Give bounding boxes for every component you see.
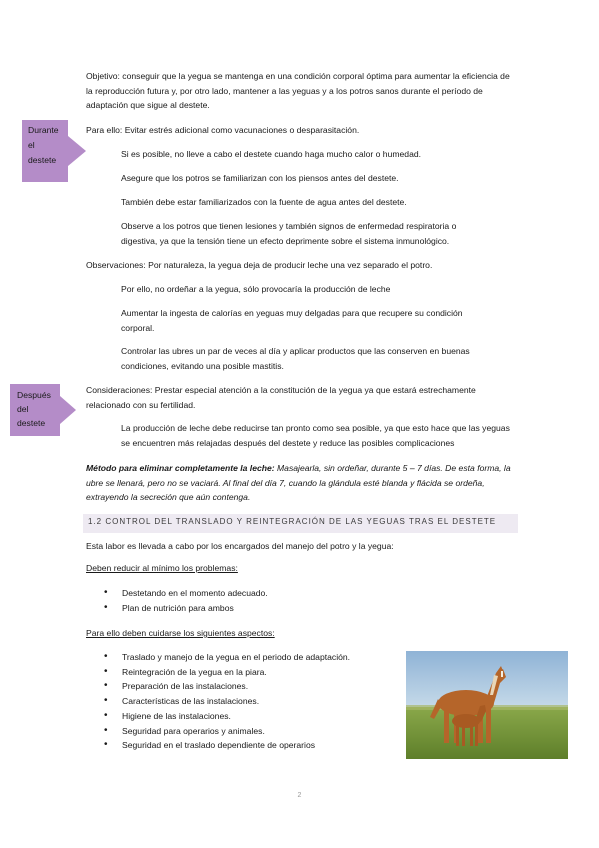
list-item: • Preparación de las instalaciones. bbox=[104, 679, 350, 694]
durante-item: Observe a los potros que tienen lesiones y también signos de enfermedad respiratoria o digestiva, ya que la tensión tiene un efecto deprimente sobre el sistema inmunológico. bbox=[121, 221, 457, 246]
section-heading: 1.2 CONTROL DEL TRANSLADO Y REINTEGRACIÓN DE LAS YEGUAS TRAS EL DESTETE bbox=[88, 517, 497, 526]
durante-item: Asegure que los potros se familiarizan con los piensos antes del destete. bbox=[121, 173, 399, 183]
horse-photo bbox=[406, 651, 568, 759]
page-number: 2 bbox=[297, 792, 302, 799]
list-item: • Destetando en el momento adecuado. bbox=[104, 586, 268, 601]
list-item: • Traslado y manejo de la yegua en el periodo de adaptación. bbox=[104, 650, 350, 665]
mare-and-foal-image bbox=[406, 651, 568, 759]
metodo-text bbox=[86, 461, 514, 505]
aspectos-title: Para ello deben cuidarse los siguientes aspectos: bbox=[86, 628, 275, 638]
section-heading-bar bbox=[83, 514, 518, 533]
list-item: • Higiene de las instalaciones. bbox=[104, 709, 350, 724]
list-item: • Seguridad para operarios y animales. bbox=[104, 724, 350, 739]
consideraciones-text: Consideraciones: Prestar especial atención a la constitución de la yegua ya que estará estrechamente relacionado con su fertilidad. bbox=[86, 385, 476, 410]
para-ello-text: Para ello: Evitar estrés adicional como vacunaciones o desparasitación. bbox=[86, 125, 360, 135]
consideraciones-item: La producción de leche debe reducirse tan pronto como sea posible, ya que esto hace que las yeguas se encuentren más relajadas después del destete y reduce las posibles complicaciones bbox=[121, 423, 510, 448]
aspectos-list bbox=[104, 650, 350, 753]
despues-arrow bbox=[10, 384, 78, 436]
reducir-list bbox=[104, 586, 268, 615]
durante-item: También debe estar familiarizados con la fuente de agua antes del destete. bbox=[121, 197, 407, 207]
intro-text: Esta labor es llevada a cabo por los encargados del manejo del potro y la yegua: bbox=[86, 541, 394, 551]
observaciones-item: Controlar las ubres un par de veces al día y aplicar productos que las conserven en buenas condiciones, evitando una posible mastitis. bbox=[121, 346, 470, 371]
metodo-body: Masajearla, sin ordeñar, durante 5 – 7 días. De esta forma, la ubre se llenará, pero no se vaciará. Al final del día 7, cuando la glándula esté blanda y flácida se ordeña, extrayendo la secreción que aún contenga. bbox=[86, 463, 511, 502]
observaciones-item: Aumentar la ingesta de calorías en yeguas muy delgadas para que recupere su condición corporal. bbox=[121, 308, 463, 333]
durante-item: Si es posible, no lleve a cabo el destete cuando haga mucho calor o humedad. bbox=[121, 149, 422, 159]
despues-label: Después del destete bbox=[17, 390, 51, 428]
metodo-title: Método para eliminar completamente la leche: bbox=[86, 463, 275, 473]
list-item: • Reintegración de la yegua en la piara. bbox=[104, 665, 350, 680]
objetivo-text: Objetivo: conseguir que la yegua se mantenga en una condición corporal óptima para aumentar la eficiencia de la reproducción futura y, por otro lado, mantener a las yeguas y a los potros sanos durante el período de adaptación que sigue al destete. bbox=[86, 71, 510, 110]
observaciones-text: Observaciones: Por naturaleza, la yegua deja de producir leche una vez separado el potro. bbox=[86, 260, 433, 270]
list-item: • Plan de nutrición para ambos bbox=[104, 601, 268, 616]
durante-label: Durante el destete bbox=[28, 125, 59, 165]
reducir-title: Deben reducir al mínimo los problemas: bbox=[86, 563, 238, 573]
durante-arrow bbox=[22, 120, 90, 172]
observaciones-item: Por ello, no ordeñar a la yegua, sólo provocaría la producción de leche bbox=[121, 284, 391, 294]
list-item: • Características de las instalaciones. bbox=[104, 694, 350, 709]
list-item: • Seguridad en el traslado dependiente de operarios bbox=[104, 738, 350, 753]
